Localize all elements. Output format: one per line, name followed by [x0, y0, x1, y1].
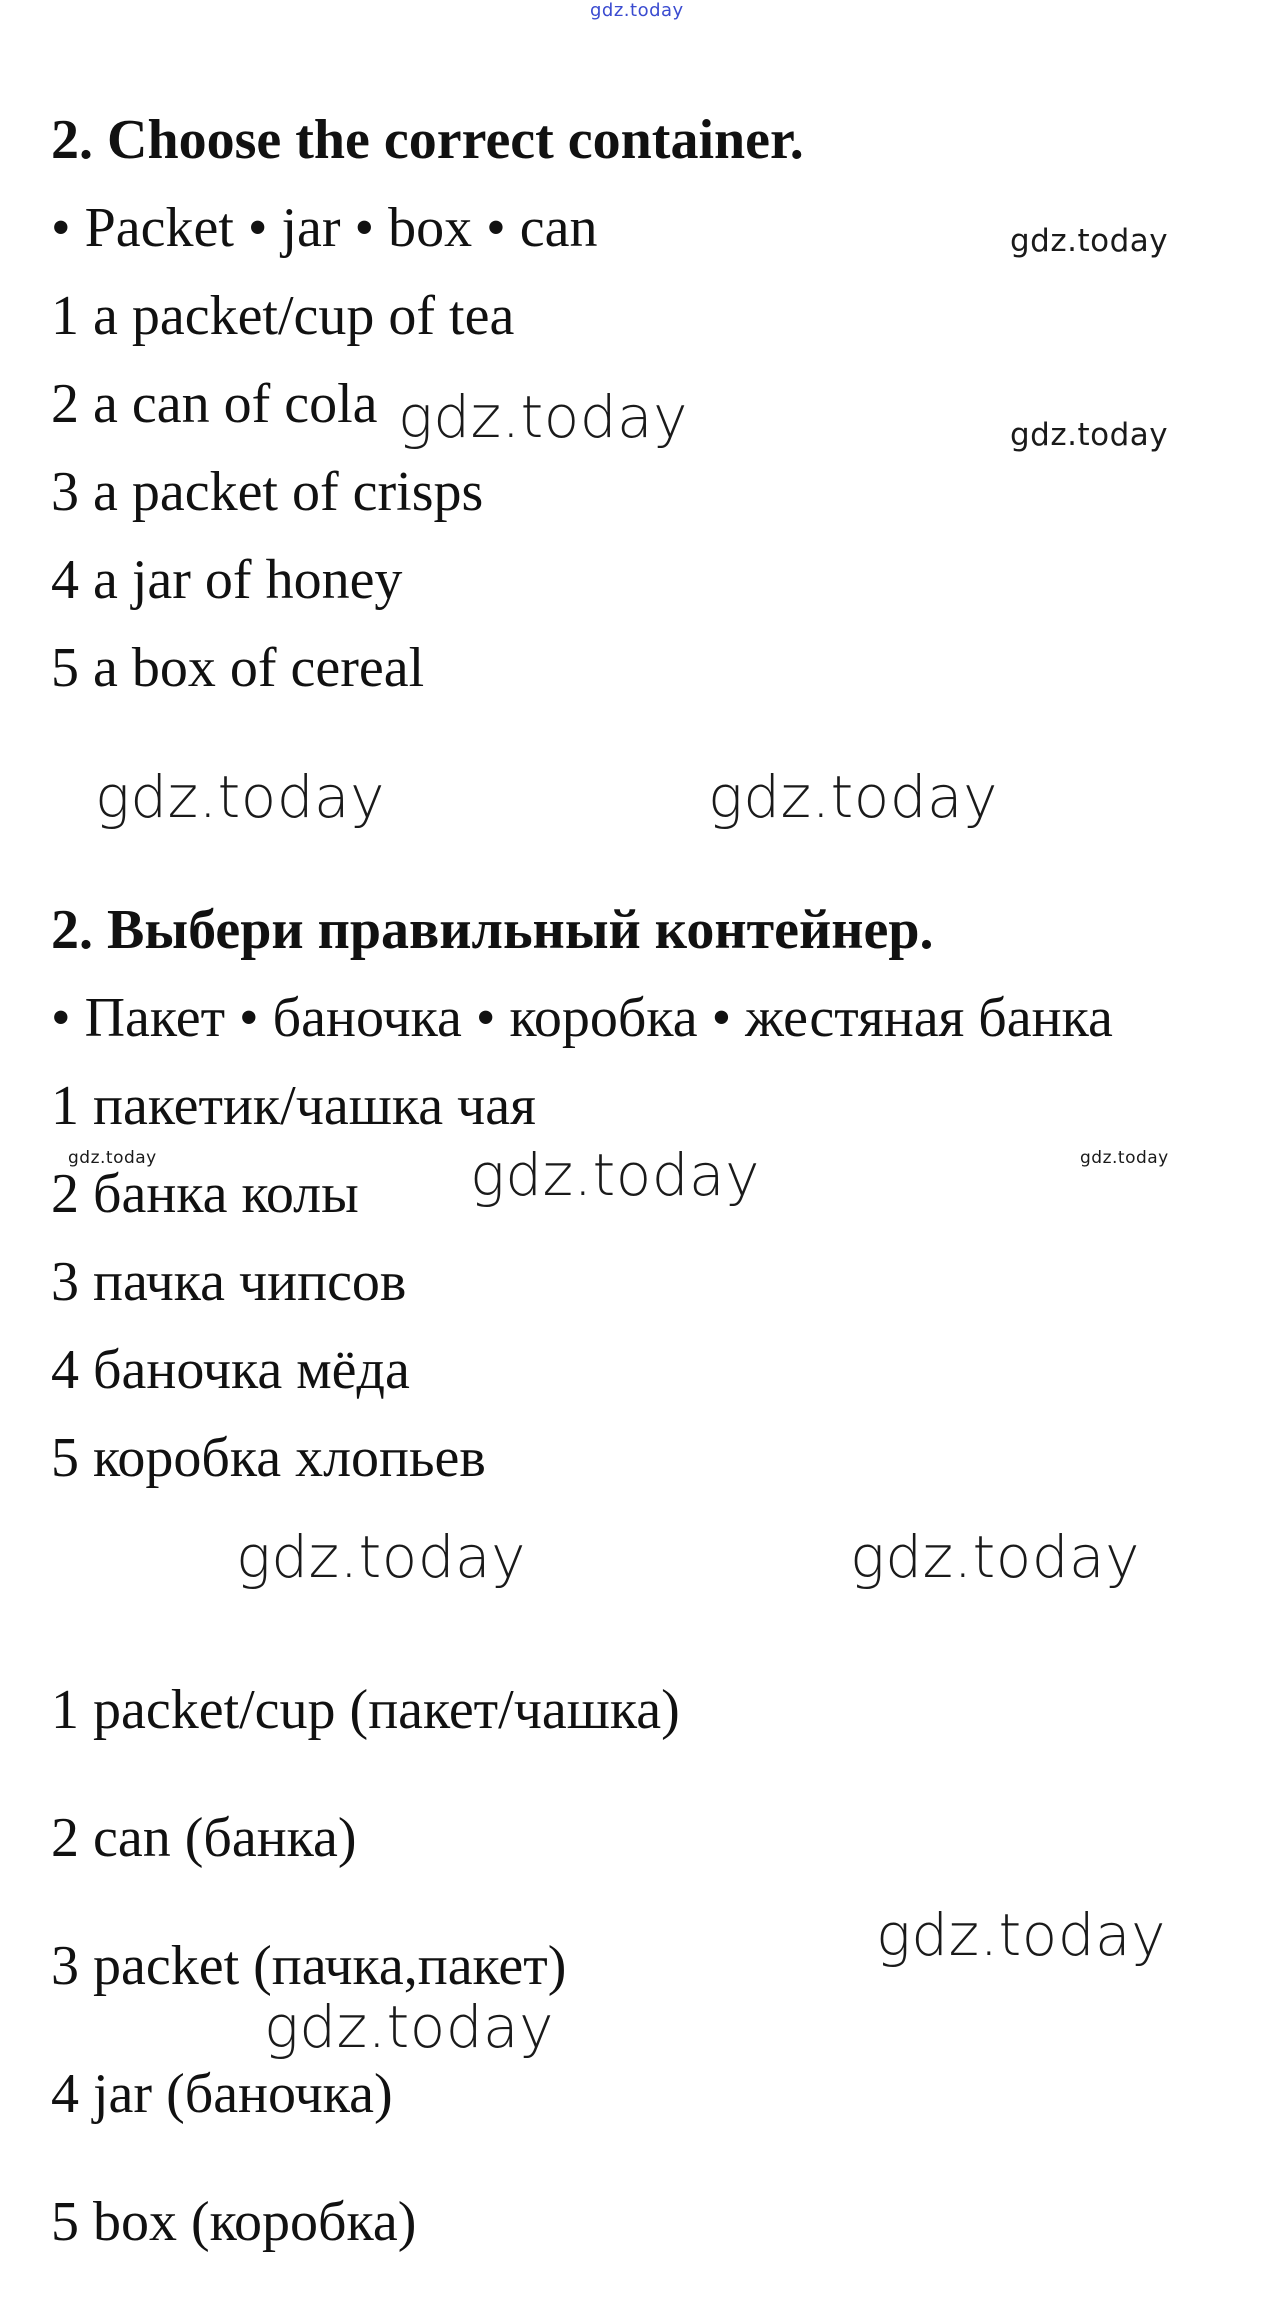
watermark: gdz.today	[1010, 223, 1169, 259]
watermark: gdz.today	[850, 1523, 1140, 1591]
watermark: gdz.today	[236, 1523, 526, 1591]
russian-item-2: 2 банка колы	[51, 1163, 359, 1225]
answer-item-4: 4 jar (баночка)	[51, 2063, 393, 2125]
russian-item-5: 5 коробка хлопьев	[51, 1427, 486, 1489]
watermark: gdz.today	[1080, 1148, 1169, 1168]
watermark: gdz.today	[1010, 417, 1169, 453]
answer-item-1: 1 packet/cup (пакет/чашка)	[51, 1679, 680, 1741]
watermark: gdz.today	[398, 383, 688, 451]
russian-item-3: 3 пачка чипсов	[51, 1251, 407, 1313]
english-item-2: 2 a can of cola	[51, 373, 378, 435]
english-options: • Packet • jar • box • can	[51, 197, 598, 259]
watermark: gdz.today	[95, 763, 385, 831]
english-item-1: 1 a packet/cup of tea	[51, 285, 515, 347]
english-item-3: 3 a packet of crisps	[51, 461, 484, 523]
watermark: gdz.today	[264, 1993, 554, 2061]
answer-item-3: 3 packet (пачка,пакет)	[51, 1935, 567, 1997]
russian-item-4: 4 баночка мёда	[51, 1339, 410, 1401]
russian-options: • Пакет • баночка • коробка • жестяная банка	[51, 987, 1113, 1049]
watermark: gdz.today	[470, 1141, 760, 1209]
answer-item-2: 2 can (банка)	[51, 1807, 357, 1869]
russian-heading: 2. Выбери правильный контейнер.	[51, 899, 934, 961]
english-item-4: 4 a jar of honey	[51, 549, 403, 611]
answer-item-5: 5 box (коробка)	[51, 2191, 417, 2253]
russian-item-1: 1 пакетик/чашка чая	[51, 1075, 536, 1137]
english-heading: 2. Choose the correct container.	[51, 109, 804, 171]
english-item-5: 5 a box of cereal	[51, 637, 425, 699]
watermark-top: gdz.today	[590, 0, 684, 21]
watermark: gdz.today	[876, 1901, 1166, 1969]
watermark: gdz.today	[68, 1148, 157, 1168]
watermark: gdz.today	[708, 763, 998, 831]
